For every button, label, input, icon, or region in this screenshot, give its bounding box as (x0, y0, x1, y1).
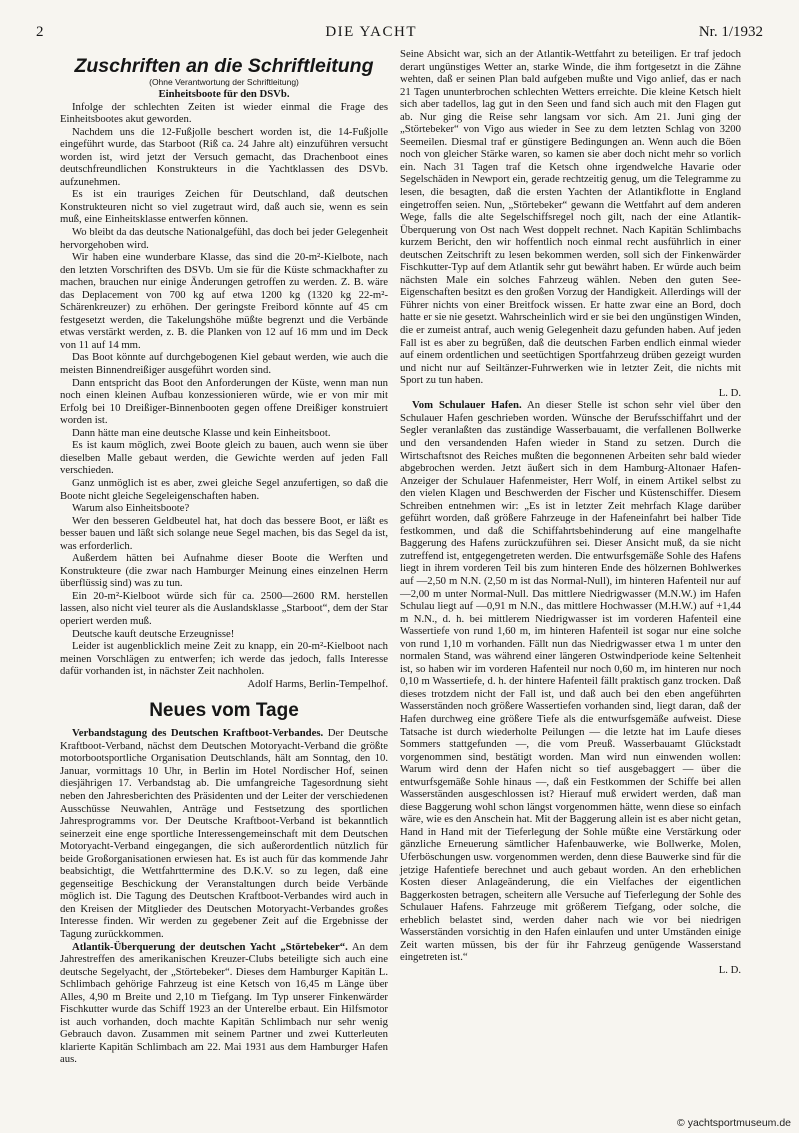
letter-paragraph: Das Boot könnte auf durchgebogenen Kiel gebaut werden, wie auch die meisten Binnendreißiger ausgeführt worden sind. (60, 351, 388, 377)
letter-paragraph: Warum also Einheitsboote? (72, 502, 190, 515)
letter-paragraph: Es ist kaum möglich, zwei Boote gleich zu bauen, auch wenn sie über dieselben Malle gebaut werden, die Gewichte werden auf jeden Fall verschieden. (60, 439, 388, 477)
news-rubric: Neues vom Tage (149, 700, 299, 722)
letter-paragraph: Es ist ein trauriges Zeichen für Deutschland, daß deutschen Konstrukteuren nicht so viel zugetraut wird, daß auch sie, wenn es sein muß, eine Einheitsklasse entwerfen können. (60, 188, 388, 226)
letter-paragraph: Dann entspricht das Boot den Anforderungen der Küste, wenn man nun noch einen kleinen Aufbau konzessionieren würde, wie er von mir mit Erfolg bei 10 Dreißiger-Binnenbooten gegen offene Dreißiger konstruiert worden ist. (60, 376, 388, 427)
news-heading-stoertebeker: Atlantik-Überquerung der deutschen Yacht „Störtebeker“. (72, 940, 348, 953)
letters-rubric: Zuschriften an die Schriftleitung (74, 55, 374, 77)
letter-paragraph: Leider ist augenblicklich meine Zeit zu knapp, ein 20-m²-Kielboot nach meinen Vorschlägen zu entwerfen; ich werde das jedoch, falls Interesse dafür vorhanden ist, in nächster Zeit nachholen. (60, 640, 388, 678)
news-text-stoertebeker-cont: Seine Absicht war, sich an der Atlantik-Wettfahrt zu beteiligen. Er traf jedoch derart ungünstiges Wetter an, starke Winde, die ihm fortgesetzt in die Zähne wehten, daß er seinen Plan bald aufgeben mußte und Vigo anlief, das er nach 21 Tagen ununterbrochen schlechten Wetters erreichte. Die kleine Ketsch hielt sich aber tadellos, lag gut in den Seen und fand sich auch mit den Flagen gut ab. Nur ging die Reise sehr langsam vor sich. Am 21. Juni ging der „Störtebeker“ von Vigo aus wieder in See zu dem letzten Schlag von 3200 Seemeilen. Diesmal traf er günstigere Bedingungen an. Wenn auch die Böen noch von gleicher Stärke waren, so kamen sie aber doch nicht mehr so vorlich ein. Nach 31 Tagen traf die Ketsch ohne irgendwelche Havarie oder Segelschäden in Newport ein, gerade rechtzeitig genug, um die Telegramme zu lesen, die besagten, daß die ersten Yachten der Atlantikflotte in England eingetroffen seien. Nun, „Störtebeker“ gewann die Wettfahrt auf dem anderen Wege, falls die alte Segelschiffsregel noch gilt, nach der eine Atlantik-Überquerung von Ost nach West doppelt rechnet. Nach Kapitän Schlimbachs kurzem Bericht, den wir hoffentlich noch einmal recht ausführlich in einer deutschen Zeitschrift zu lesen bekommen werden, soll sich der Finkenwärder Fischkutter-Typ auf dem Atlantik sehr gut bewährt haben. Er würde auch beim nächsten Male ein solches Fahrzeug wählen. Neben den guten See-Eigenschaften besitzt es den großen Vorzug der Handigkeit. Allerdings will der Führer nichts von einer Breitfock wissen. Er hatte zwar eine an Bord, doch hatte er sie nie gesetzt. Wahrscheinlich wird er sie bei den ungünstigen Winden, die er zumeist antraf, auch wenig Gelegenheit dazu gefunden haben. Auf jeden Fall ist es aber zu begrüßen, daß die deutschen Farben endlich einmal wieder auf einem ordentlichen und seetüchtigen Sportfahrzeug drüben gezeigt wurden und nicht nur auf Seiltänzer-Fuhrwerken wie in letzter Zeit, die nichts mit Sport zu tun haben. (400, 48, 741, 387)
copyright-watermark: © yachtsportmuseum.de (677, 1117, 791, 1129)
letter-paragraph: Außerdem hätten bei Aufnahme dieser Boote die Werften und Konstrukteure (die zwar nach Hamburger Meinung eines einzelnen Herrn überflüssig sind) was zu tun. (60, 552, 388, 590)
letter-paragraph: Wir haben eine wunderbare Klasse, das sind die 20-m²-Kielbote, nach den letzten Vorschriften des DSVb. Um sie für die Küste schmackhafter zu machen, brauchen nur einige Änderungen getroffen zu werden. Z. B. wäre das Deplacement von 700 kg auf etwa 1200 kg (1320 kg 22-m²-Schärenkreuzer) zu erhöhen. Der geringste Freibord könnte auf 45 cm festgesetzt werden, die Takelungshöhe müßte begrenzt und die Verbände etwas verstärkt werden, z. B. die Planken von 12 auf 16 mm und im Deck von 11 auf 14 mm. (60, 251, 388, 351)
letter-paragraph: Wo bleibt da das deutsche Nationalgefühl, das doch bei jeder Gelegenheit hervorgehoben wird. (60, 226, 388, 251)
letters-disclaimer: (Ohne Verantwortung der Schriftleitung) (149, 77, 299, 87)
letter-paragraph: Deutsche kauft deutsche Erzeugnisse! (72, 627, 235, 640)
page-number: 2 (36, 24, 44, 40)
letter-paragraph: Nachdem uns die 12-Fußjolle beschert worden ist, die 14-Fußjolle eingeführt wurde, das Starboot (Riß ca. 24 Jahre alt) einzuführen versucht worden ist, wird jetzt der Versuch gemacht, das Drachenboot eines deutschfreundlichen Konstrukteurs in die Yachtklassen des DSVb. aufzunehmen. (60, 125, 388, 188)
left-column (60, 48, 388, 1066)
news-text-kraftboot: Der Deutsche Kraftboot-Verband, nächst dem Deutschen Motoryacht-Verband die größte motorbootsportliche Organisation Deutschlands, hält am Sonntag, den 10. Januar, vormittags 10 Uhr, in Berlin im Hotel Nordischer Hof, seinen diesjährigen 17. Verbandstag ab. Die umfangreiche Tagesordnung sieht neben den Jahresberichten des Präsidenten und der Leiter der verschiedenen Ausschüsse Neuwahlen, Anträge und Festsetzung des sportlichen Jahresprogramms vor. Der Deutsche Kraftboot-Verband ist bekanntlich seinerzeit eine enge sportliche Interessengemeinschaft mit dem Deutschen Motoryacht-Verband eingegangen, die sich außerordentlich nützlich für beide Großorganisationen erwiesen hat. Es ist auch für das kommende Jahr beabsichtigt, die Wettfahrttermine des D.K.V. so zu legen, daß eine gegenseitige Beschickung der Veranstaltungen durch beide Verbände möglich ist. Die Tagung des Deutschen Kraftboot-Verbandes wird auch in den Kreisen der Mitglieder des Deutschen Motoryacht-Verbandes großes Interesse finden. Wir werden zu gegebener Zeit auf die Ergebnisse der Tagung zurückkommen. (60, 727, 388, 940)
right-column (400, 48, 741, 976)
news-text-schulau: An dieser Stelle ist schon sehr viel über den Schulauer Hafen geschrieben worden. Wünsche der Berufsschiffahrt und der Segler veranlaßten das zuständige Wasserbauamt, die verfallenen Bollwerke und den versandenden Hafen wieder in Stand zu setzen. Durch die Wirtschaftsnot des Reiches mußten die begonnenen Arbeiten sehr bald wieder abgebrochen werden. Jetzt äußert sich in dem Hamburg-Altonaer Hafen-Anzeiger der Schulauer Hafenmeister, Herr Wolf, in einem Artikel selbst zu den vielen Klagen und Beschwerden der Fischer und Küstenschiffer. Diesem Schreiben entnehmen wir: „Es ist in letzter Zeit mehrfach Klage darüber geführt worden, daß größere Fahrzeuge in der Hafeneinfahrt bei halber Tide festkommen, und daß die Schiffahrtsbehinderung auf eine mangelhafte Baggerung des Hafens zurückzuführen sei. Dieser Ansicht muß, da sie nicht zutreffend ist, entgegengetreten werden. Die entwurfsgemäße Sohle des Hafens liegt in ihrem vorderen Teil bis zum hinteren Ende des hölzernen Bohlwerkes auf —2,50 m N.N. (2,50 m ist das Normal-Null), im hinteren Hafenteil nur auf —2,00 m unter Normal-Null. Das mittlere Niedrigwasser (M.N.W.) im Hafen Schulau liegt auf —0,91 m N.N., das mittlere Hochwasser (M.H.W.) auf +1,44 m N.N., d. h. bei mittlerem Niedrigwasser ist im vorderen Hafenteil eine Wassertiefe von rund 1,60 m, im hinteren Hafenteil ist sogar nur eine solche von rund 1,10 m vorhanden. Fällt nun das Niedrigwasser etwa 1 m unter den normalen Stand, was während einer längeren Ostwindperiode keine Seltenheit ist, so haben wir im vorderen Hafenteil nur noch 0,60 m, im hinteren nur noch 0,10 m Wassertiefe, d. h. der hintere Hafenteil fällt praktisch ganz trocken. Daß dieses trotzdem nicht der Fall ist, und daß auch bei den eben angeführten Wasserständen noch größere Wassertiefen vorhanden sind, liegt daran, daß der Hafen durchweg eine größere Tiefe als die entwurfsgemäße aufweist. Diese Tatsache ist durch wiederholte Peilungen — die letzte hat im Laufe dieses Sommers stattgefunden —, die vom Preuß. Wasserbauamt Glückstadt vorgenommen sind, bestätigt worden. Man wird nun einwenden wollen: Warum wird denn der Hafen nicht so tief ausgebaggert — über die entwurfsgemäße Sohle hinaus —, daß ein Festkommen der Schiffe bei allen Wasserständen ausgeschlossen ist? Hierauf muß erwidert werden, daß man diese Baggerung wohl schon längst vorgenommen hätte, wenn diese so einfach wäre, wie es den Anschein hat. Mit der Baggerung allein ist es aber nicht getan, Hand in Hand mit der Tieferlegung der Sohle müßte eine Verstärkung oder gänzliche Erneuerung sämtlicher Hafenbauwerke, wie Bollwerke, Molen, Uferböschungen usw. vorgenommen werden, denn diese Bauwerke sind für die jetzige Hafentiefe berechnet und auch gebaut worden. An den erheblichen Kosten dieser Anlageänderung, die ein Vielfaches der eigentlichen Baggerkosten betragen, scheitern alle Versuche auf Tieferlegung der Sohle des Schulauer Hafens. Fahrzeuge mit größerem Tiefgang, oder solche, die erheblich belastet sind, werden daher nach wie vor bei niedrigen Wasserständen vorsichtig in den Hafen einlaufen und unter Umständen einige Zeit warten müssen, bis der für ihr Fahrzeug genügende Wasserstand eingetreten ist.“ (400, 399, 741, 964)
issue-number: Nr. 1/1932 (698, 24, 763, 40)
article-signature: L. D. (718, 963, 741, 976)
news-heading-kraftboot: Verbandstagung des Deutschen Kraftboot-Verbandes. (72, 727, 324, 740)
letter-paragraph: Ein 20-m²-Kielboot würde sich für ca. 2500—2600 RM. herstellen lassen, also nicht viel teurer als die Auslandsklasse „Starboot“, dem der Star operiert werden muß. (60, 589, 388, 627)
page-header (36, 24, 763, 44)
letter-paragraph: Ganz unmöglich ist es aber, zwei gleiche Segel anzufertigen, so daß die Boote nicht gleiche Segeleigenschaften haben. (60, 476, 388, 502)
letter-heading: Einheitsboote für den DSVb. (158, 88, 290, 100)
letter-signature: Adolf Harms, Berlin-Tempelhof. (247, 677, 388, 690)
letter-paragraph: Dann hätte man eine deutsche Klasse und kein Einheitsboot. (72, 426, 331, 439)
letter-paragraph: Infolge der schlechten Zeiten ist wieder einmal die Frage des Einheitsbootes akut geworden. (60, 100, 388, 126)
journal-title: DIE YACHT (325, 24, 417, 40)
article-signature: L. D. (718, 386, 741, 399)
news-heading-schulau: Vom Schulauer Hafen. (412, 399, 522, 412)
letter-paragraph: Wer den besseren Geldbeutel hat, hat doch das bessere Boot, er läßt es besser bauen und läßt sich solange neue Segel machen, bis das Segel da ist, was erforderlich. (60, 514, 388, 552)
news-text-stoertebeker: An dem Jahrestreffen des amerikanischen Kreuzer-Clubs beteiligte sich auch eine deutsche Segelyacht, der „Störtebeker“. Dieses dem Hamburger Kapitän L. Schlimbach gehörige Fahrzeug ist eine Ketsch von 16,45 m Länge über Alles, 4,90 m Breite und 2,10 m Tiefgang. Im Typ unserer Finkenwärder Fischkutter wurde das Schiff 1923 an der Unterelbe erbaut. Ein Hilfsmotor ist auch vorhanden, doch machte Kapitän Schlimbach nur sehr wenig Gebrauch davon. Zusammen mit seinem Partner und zwei Kutterleuten klarierte Kapitän Schlimbach am 22. Mai 1931 aus dem Hamburger Hafen aus. (60, 940, 389, 1066)
